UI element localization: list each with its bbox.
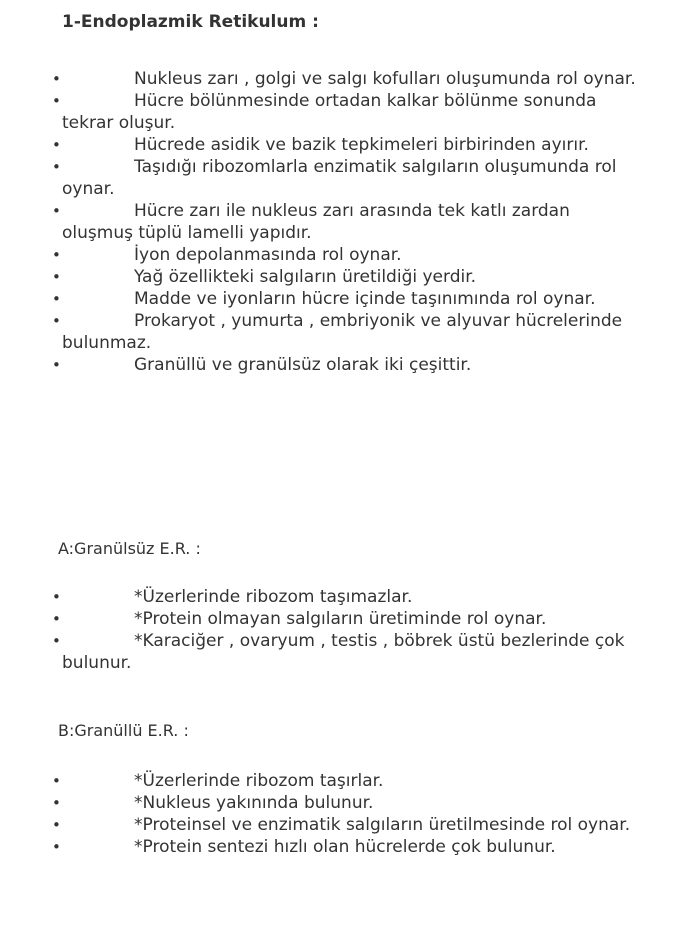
list-item: • Hücre bölünmesinde ortadan kalkar bölünme sonunda tekrar oluşur.: [52, 91, 597, 133]
bullet-icon: •: [52, 246, 61, 264]
list-item: • Hücrede asidik ve bazik tepkimeleri birbirinden ayırır.: [52, 135, 589, 155]
main-list: [0, 68, 674, 376]
bullet-icon: •: [52, 92, 61, 110]
list-item: • İyon depolanmasında rol oynar.: [52, 245, 402, 265]
list-item: • *Üzerlerinde ribozom taşırlar.: [52, 771, 384, 791]
list-item: • Nukleus zarı , golgi ve salgı kofulları oluşumunda rol oynar.: [52, 69, 636, 89]
list-item: • *Proteinsel ve enzimatik salgıların üretilmesinde rol oynar.: [52, 815, 631, 835]
section-a-list: [0, 586, 674, 674]
list-item: • *Protein sentezi hızlı olan hücrelerde çok bulunur.: [52, 837, 556, 857]
section-b-heading: B:Granüllü E.R. :: [58, 721, 189, 740]
section-a-heading: A:Granülsüz E.R. :: [58, 539, 201, 558]
bullet-icon: •: [52, 312, 61, 330]
bullet-icon: •: [52, 816, 61, 834]
bullet-icon: •: [52, 136, 61, 154]
section-b-list: [0, 770, 674, 858]
bullet-icon: •: [52, 202, 61, 220]
list-item: • Granüllü ve granülsüz olarak iki çeşittir.: [52, 355, 472, 375]
bullet-icon: •: [52, 290, 61, 308]
bullet-icon: •: [52, 794, 61, 812]
list-item: • Madde ve iyonların hücre içinde taşınımında rol oynar.: [52, 289, 596, 309]
bullet-icon: •: [52, 610, 61, 628]
list-item: • *Karaciğer , ovaryum , testis , böbrek üstü bezlerinde çok bulunur.: [52, 631, 625, 673]
bullet-icon: •: [52, 70, 61, 88]
bullet-icon: •: [52, 632, 61, 650]
list-item: • *Protein olmayan salgıların üretiminde rol oynar.: [52, 609, 547, 629]
bullet-icon: •: [52, 158, 61, 176]
bullet-icon: •: [52, 772, 61, 790]
bullet-icon: •: [52, 356, 61, 374]
list-item: • Prokaryot , yumurta , embriyonik ve alyuvar hücrelerinde bulunmaz.: [52, 311, 623, 353]
list-item: • Yağ özellikteki salgıların üretildiği yerdir.: [52, 267, 477, 287]
list-item: • Taşıdığı ribozomlarla enzimatik salgıların oluşumunda rol oynar.: [52, 157, 617, 199]
bullet-icon: •: [52, 268, 61, 286]
page-title: 1-Endoplazmik Retikulum :: [62, 12, 319, 32]
list-item: • Hücre zarı ile nukleus zarı arasında tek katlı zardan oluşmuş tüplü lamelli yapıdır.: [52, 201, 570, 243]
bullet-icon: •: [52, 588, 61, 606]
list-item: • *Üzerlerinde ribozom taşımazlar.: [52, 587, 413, 607]
bullet-icon: •: [52, 838, 61, 856]
list-item: • *Nukleus yakınında bulunur.: [52, 793, 374, 813]
